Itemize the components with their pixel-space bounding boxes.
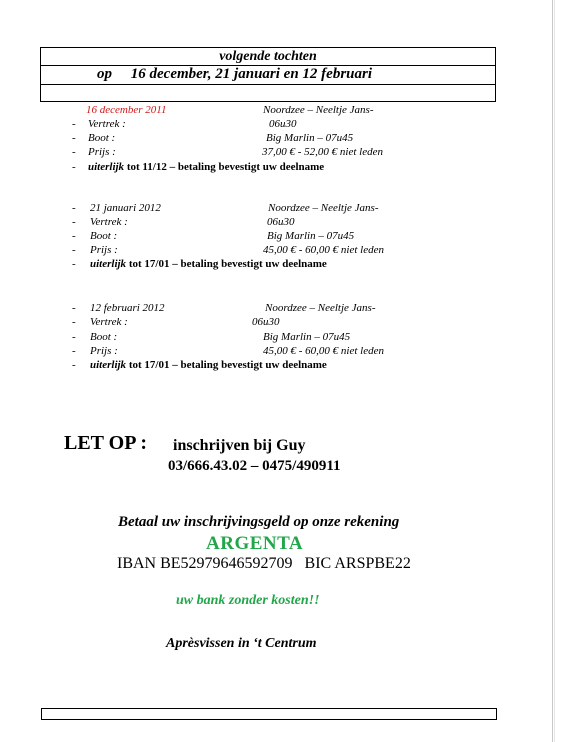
bullet: - xyxy=(72,359,76,371)
header-title-cell xyxy=(40,47,496,66)
page-edge-shadow xyxy=(554,0,555,742)
bullet: - xyxy=(72,316,76,328)
bullet: - xyxy=(72,302,76,314)
trip-2-prijs-label: Prijs : xyxy=(90,244,118,256)
bullet: - xyxy=(72,161,76,173)
trip-3-boat: Big Marlin – 07u45 xyxy=(263,331,351,343)
phone-numbers: 03/666.43.02 – 0475/490911 xyxy=(168,458,341,474)
trip-1-boat: Big Marlin – 07u45 xyxy=(266,132,354,144)
trip-1-boot-label: Boot : xyxy=(88,132,116,144)
trip-3-deadline-label: uiterlijk xyxy=(90,359,127,371)
trip-3-date: 12 februari 2012 xyxy=(90,302,165,314)
trip-1-deadline-text: tot 11/12 – betaling bevestigt uw deelname xyxy=(126,161,325,173)
header-empty-cell xyxy=(40,84,496,102)
trip-2-vertrek-label: Vertrek : xyxy=(90,216,128,228)
iban-bic: IBAN BE52979646592709 BIC ARSPBE22 xyxy=(117,555,411,572)
closing-text: Aprèsvissen in ‘t Centrum xyxy=(166,636,317,651)
trip-2-deadline-label: uiterlijk xyxy=(90,258,127,270)
trip-2-deadline-text: tot 17/01 – betaling bevestigt uw deelname xyxy=(128,258,327,270)
trip-1-prijs-label: Prijs : xyxy=(88,146,116,158)
trip-3-deadline-text: tot 17/01 – betaling bevestigt uw deelname xyxy=(128,359,327,371)
trip-1-date: 16 december 2011 xyxy=(86,104,167,116)
trip-1-deadline-label: uiterlijk xyxy=(88,161,125,173)
footer-box xyxy=(41,708,497,720)
trip-2-boat: Big Marlin – 07u45 xyxy=(267,230,355,242)
bullet: - xyxy=(72,345,76,357)
trip-3-location: Noordzee – Neeltje Jans- xyxy=(265,302,376,314)
bank-name: ARGENTA xyxy=(206,533,304,554)
trip-1-location: Noordzee – Neeltje Jans- xyxy=(263,104,374,116)
bullet: - xyxy=(72,202,76,214)
trip-2-time: 06u30 xyxy=(267,216,295,228)
bullet: - xyxy=(72,132,76,144)
trip-3-deadline xyxy=(90,359,327,372)
trip-1-deadline xyxy=(88,161,324,174)
trip-3-prijs-label: Prijs : xyxy=(90,345,118,357)
trip-2-location: Noordzee – Neeltje Jans- xyxy=(268,202,379,214)
trip-1-vertrek-label: Vertrek : xyxy=(88,118,126,130)
letop-text: inschrijven bij Guy xyxy=(173,437,306,454)
trip-3-boot-label: Boot : xyxy=(90,331,118,343)
page-edge xyxy=(552,0,553,742)
header-title: volgende tochten xyxy=(219,49,317,64)
trip-2-deadline xyxy=(90,258,327,271)
bullet: - xyxy=(72,216,76,228)
bullet: - xyxy=(72,118,76,130)
trip-3-price: 45,00 € - 60,00 € niet leden xyxy=(263,345,384,357)
trip-3-time: 06u30 xyxy=(252,316,280,328)
trip-1-price: 37,00 € - 52,00 € niet leden xyxy=(262,146,383,158)
header-dates-cell xyxy=(40,65,496,85)
trip-3-vertrek-label: Vertrek : xyxy=(90,316,128,328)
payment-line: Betaal uw inschrijvingsgeld op onze rekening xyxy=(118,514,400,530)
header-dates: op 16 december, 21 januari en 12 februari xyxy=(97,66,373,82)
trip-1-time: 06u30 xyxy=(269,118,297,130)
bullet: - xyxy=(72,146,76,158)
bullet: - xyxy=(72,230,76,242)
bullet: - xyxy=(72,244,76,256)
bank-slogan: uw bank zonder kosten!! xyxy=(176,593,320,608)
trip-2-boot-label: Boot : xyxy=(90,230,118,242)
trip-2-price: 45,00 € - 60,00 € niet leden xyxy=(263,244,384,256)
letop-heading: LET OP : xyxy=(64,432,147,454)
bullet: - xyxy=(72,331,76,343)
trip-2-date: 21 januari 2012 xyxy=(90,202,161,214)
bullet: - xyxy=(72,258,76,270)
